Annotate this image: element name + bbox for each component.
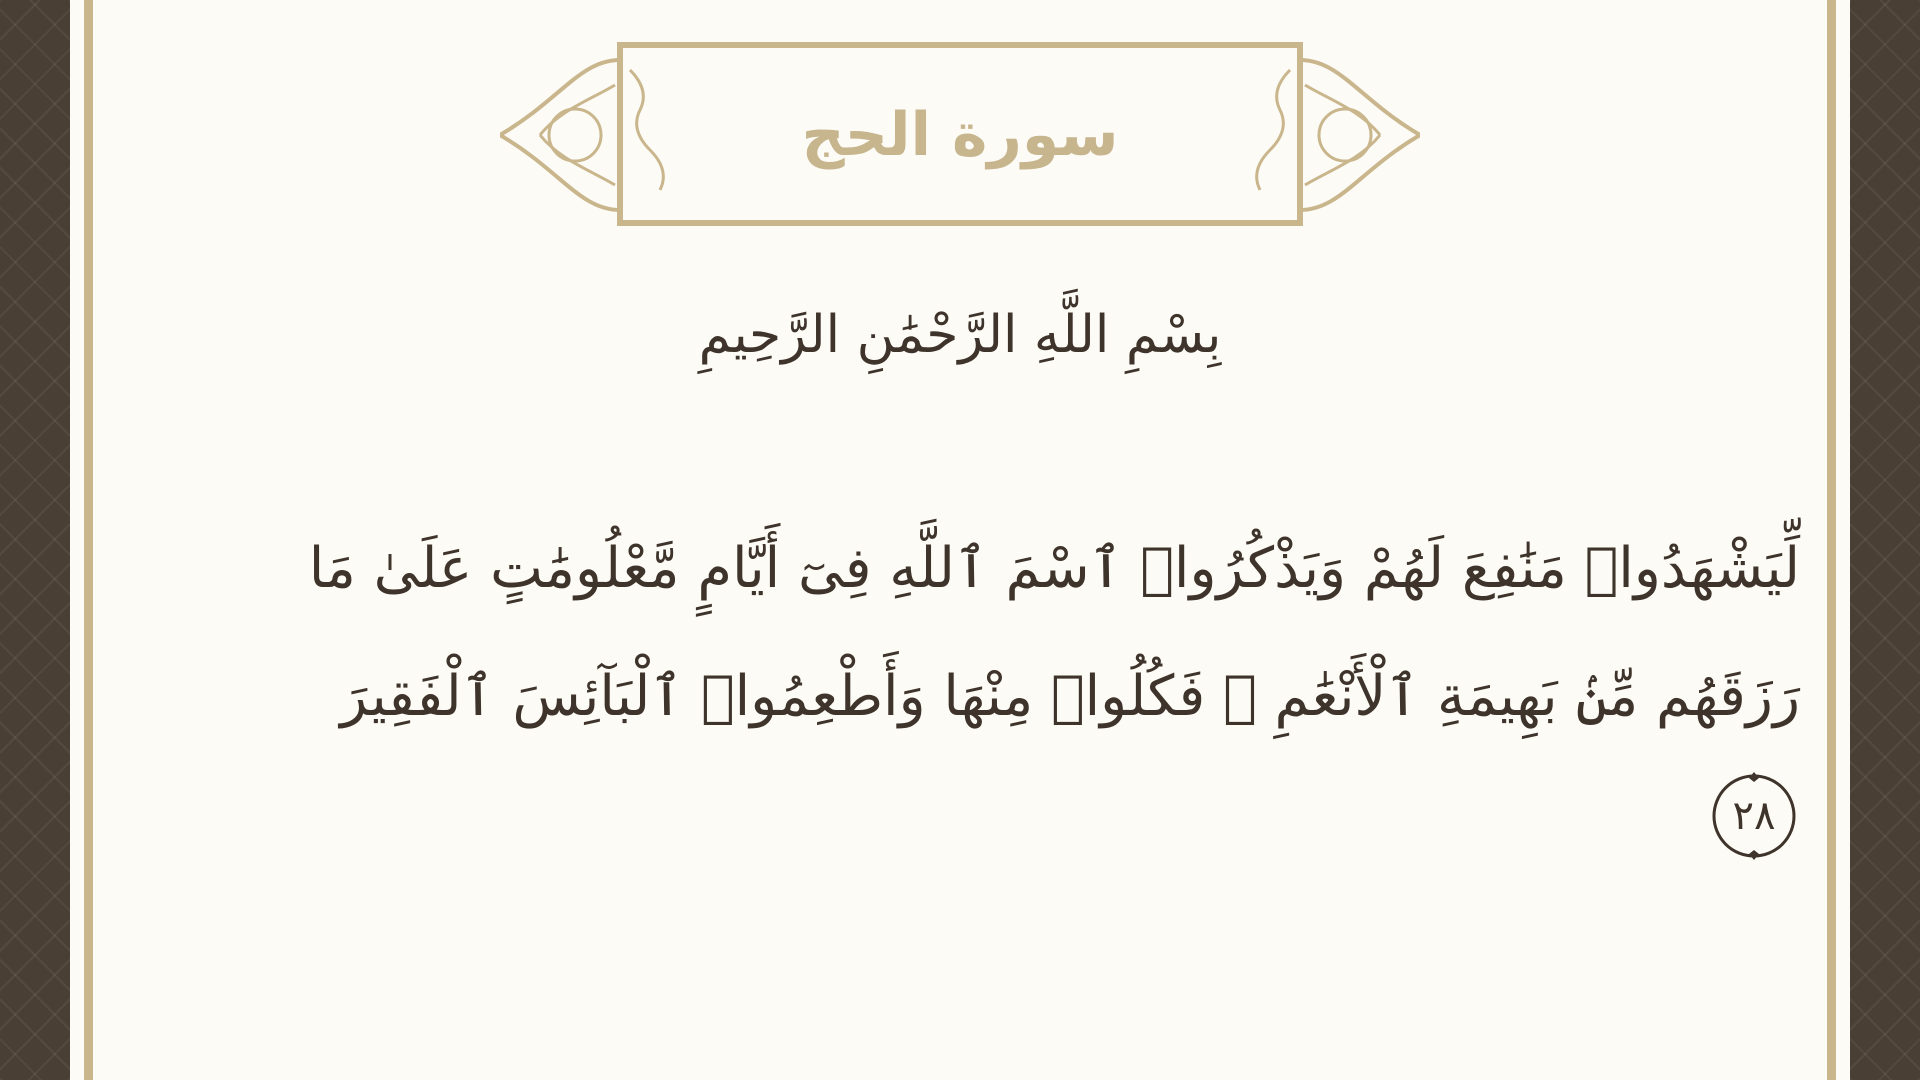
surah-title-frame	[500, 40, 1420, 230]
left-ornamental-border	[0, 0, 70, 1080]
right-gold-rule	[1827, 0, 1836, 1080]
verse	[300, 505, 1800, 761]
verse-number: ٢٨	[1732, 793, 1776, 839]
verse-text: لِّيَشْهَدُوا۟ مَنَٰفِعَ لَهُمْ وَيَذْكُرُوا۟ ٱسْمَ ٱللَّهِ فِىٓ أَيَّامٍ مَّعْلُومَٰتٍ عَلَىٰ مَا رَزَقَهُم مِّنۢ بَهِيمَةِ ٱلْأَنْعَٰمِ ۖ فَكُلُوا۟ مِنْهَا وَأَطْعِمُوا۟ ٱلْبَآئِسَ ٱلْفَقِيرَ	[308, 536, 1800, 729]
basmala: بِسْمِ اللَّهِ الرَّحْمَٰنِ الرَّحِيمِ	[698, 305, 1222, 365]
verse-number-marker	[1708, 770, 1800, 862]
left-gold-rule	[84, 0, 93, 1080]
surah-title: سورة الحج	[801, 100, 1119, 170]
right-ornamental-border	[1850, 0, 1920, 1080]
